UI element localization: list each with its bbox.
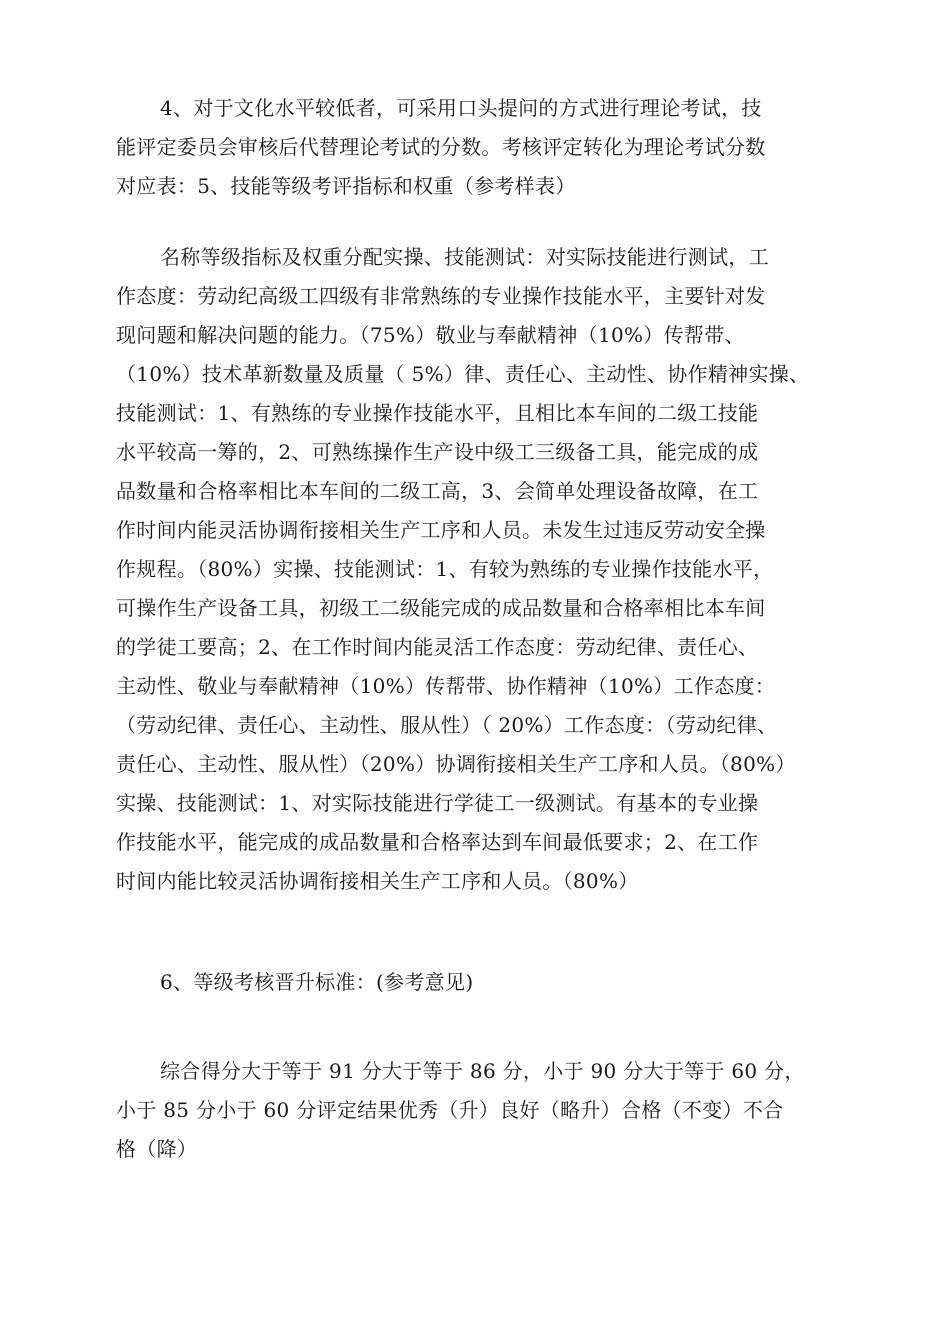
text-line: 可操作生产设备工具，初级工二级能完成的成品数量和合格率相比本车间 bbox=[116, 596, 766, 620]
text-line: 现问题和解决问题的能力。（75%）敬业与奉献精神（10%）传帮带、 bbox=[116, 323, 745, 347]
text-line: （劳动纪律、责任心、主动性、服从性）（ 20%）工作态度：（劳动纪律、 bbox=[116, 713, 778, 737]
text-line: 6、等级考核晋升标准：(参考意见) bbox=[160, 970, 474, 994]
paragraph-promotion-heading bbox=[116, 963, 856, 1002]
text-line: （10%）技术革新数量及质量（ 5%）律、责任心、主动性、协作精神实操、 bbox=[116, 362, 810, 386]
paragraph-theory-exam bbox=[116, 89, 856, 206]
paragraph-grade-weights bbox=[116, 238, 856, 901]
text-line: 的学徒工要高；2、在工作时间内能灵活工作态度：劳动纪律、责任心、 bbox=[116, 635, 759, 659]
text-line: 作时间内能灵活协调衔接相关生产工序和人员。未发生过违反劳动安全操 bbox=[116, 518, 766, 542]
text-line: 品数量和合格率相比本车间的二级工高，3、会简单处理设备故障，在工 bbox=[116, 479, 759, 503]
text-line: 技能测试：1、有熟练的专业操作技能水平，且相比本车间的二级工技能 bbox=[116, 401, 759, 425]
paragraph-score-criteria bbox=[116, 1052, 856, 1169]
text-line: 水平较高一筹的，2、可熟练操作生产设中级工三级备工具，能完成的成 bbox=[116, 440, 759, 464]
text-line: 能评定委员会审核后代替理论考试的分数。考核评定转化为理论考试分数 bbox=[116, 135, 766, 159]
text-line: 作态度：劳动纪高级工四级有非常熟练的专业操作技能水平，主要针对发 bbox=[116, 284, 766, 308]
text-line: 综合得分大于等于 91 分大于等于 86 分，小于 90 分大于等于 60 分， bbox=[160, 1059, 805, 1083]
text-line: 实操、技能测试：1、对实际技能进行学徒工一级测试。有基本的专业操 bbox=[116, 791, 759, 815]
text-line: 时间内能比较灵活协调衔接相关生产工序和人员。（80%） bbox=[116, 869, 639, 893]
text-line: 名称等级指标及权重分配实操、技能测试：对实际技能进行测试，工 bbox=[160, 245, 769, 269]
text-line: 小于 85 分小于 60 分评定结果优秀（升）良好（略升）合格（不变）不合 bbox=[116, 1098, 784, 1122]
text-line: 作规程。（80%）实操、技能测试：1、有较为熟练的专业操作技能水平， bbox=[116, 557, 774, 581]
text-line: 4、对于文化水平较低者，可采用口头提问的方式进行理论考试，技 bbox=[160, 96, 762, 120]
text-line: 作技能水平，能完成的成品数量和合格率达到车间最低要求；2、在工作 bbox=[116, 830, 759, 854]
text-line: 格（降） bbox=[116, 1137, 198, 1161]
text-line: 主动性、敬业与奉献精神（10%）传帮带、协作精神（10%）工作态度： bbox=[116, 674, 776, 698]
text-line: 对应表：5、技能等级考评指标和权重（参考样表） bbox=[116, 174, 576, 198]
text-line: 责任心、主动性、服从性）（20%）协调衔接相关生产工序和人员。（80%） bbox=[116, 752, 796, 776]
